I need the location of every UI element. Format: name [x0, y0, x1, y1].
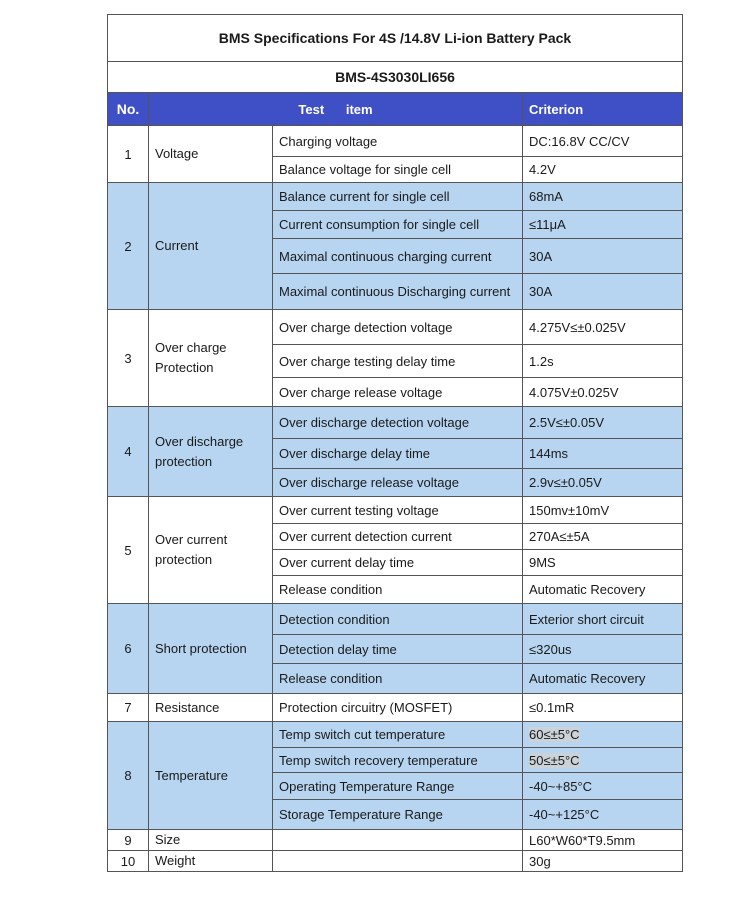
item-cell — [273, 830, 523, 851]
test-item: Protection circuitry (MOSFET) — [273, 694, 523, 722]
row-number: 7 — [108, 694, 149, 722]
row-number: 9 — [108, 830, 149, 851]
criterion-text: 150mv±10mV — [529, 502, 610, 518]
category-label: Resistance — [149, 694, 273, 722]
criterion-text: Exterior short circuit — [529, 611, 644, 627]
criterion-value — [523, 664, 683, 694]
row-number: 1 — [108, 126, 149, 183]
test-item: Charging voltage — [273, 126, 523, 157]
test-item: Release condition — [273, 664, 523, 694]
criterion-text: Automatic Recovery — [529, 582, 646, 597]
category-label: Over charge Protection — [149, 310, 273, 407]
row-number: 6 — [108, 604, 149, 694]
criterion-text: DC:16.8V CC/CV — [529, 133, 630, 149]
test-item: Over charge release voltage — [273, 378, 523, 407]
criterion-text: ≤11μA — [529, 217, 566, 232]
criterion-text: -40~+85°C — [529, 778, 593, 794]
criterion-text: 2.5V≤±0.05V — [529, 415, 604, 430]
test-item: Over current testing voltage — [273, 497, 523, 524]
criterion-text: ≤320us — [529, 641, 572, 657]
test-item: Maximal continuous Discharging current — [273, 274, 523, 310]
criterion-value: L60*W60*T9.5mm — [523, 830, 683, 851]
criterion-text: -40~+125°C — [529, 807, 600, 822]
criterion-value — [523, 635, 683, 664]
test-item: Over discharge release voltage — [273, 469, 523, 497]
test-item: Detection condition — [273, 604, 523, 635]
spec-row — [108, 851, 683, 872]
test-item: Operating Temperature Range — [273, 773, 523, 800]
header-no: No. — [108, 93, 149, 126]
spec-row — [108, 310, 683, 345]
criterion-value — [523, 469, 683, 497]
criterion-value — [523, 694, 683, 722]
criterion-value — [523, 722, 683, 748]
criterion-value — [523, 126, 683, 157]
criterion-value — [523, 800, 683, 830]
criterion-value — [523, 183, 683, 211]
row-number: 8 — [108, 722, 149, 830]
test-item: Temp switch recovery temperature — [273, 748, 523, 773]
test-item: Temp switch cut temperature — [273, 722, 523, 748]
criterion-text: 30A — [529, 248, 553, 264]
test-item: Over charge detection voltage — [273, 310, 523, 345]
spec-row — [108, 407, 683, 439]
criterion-text: Automatic Recovery — [529, 671, 646, 686]
criterion-text: 60≤±5°C — [529, 727, 580, 742]
criterion-value — [523, 748, 683, 773]
model-number: BMS-4S3030LI656 — [108, 62, 683, 93]
criterion-text: 50≤±5°C — [529, 752, 580, 768]
test-item: Release condition — [273, 576, 523, 604]
row-number: 10 — [108, 851, 149, 872]
model-row — [108, 62, 683, 93]
criterion-value — [523, 524, 683, 550]
criterion-text: 4.2V — [529, 162, 556, 177]
item-cell — [273, 851, 523, 872]
criterion-value — [523, 310, 683, 345]
header-criterion: Criterion — [523, 93, 683, 126]
spec-row — [108, 604, 683, 635]
criterion-value — [523, 345, 683, 378]
test-item: Storage Temperature Range — [273, 800, 523, 830]
category-label: Temperature — [149, 722, 273, 830]
criterion-text: 2.9v≤±0.05V — [529, 475, 602, 490]
criterion-text: 144ms — [529, 446, 569, 461]
spec-row — [108, 694, 683, 722]
test-item: Over discharge delay time — [273, 439, 523, 469]
criterion-value — [523, 550, 683, 576]
row-number: 3 — [108, 310, 149, 407]
spec-row — [108, 183, 683, 211]
criterion-value — [523, 497, 683, 524]
criterion-value — [523, 604, 683, 635]
test-item: Over charge testing delay time — [273, 345, 523, 378]
document-title: BMS Specifications For 4S /14.8V Li-ion Battery Pack — [108, 15, 683, 62]
spec-row — [108, 830, 683, 851]
criterion-value — [523, 239, 683, 274]
spec-row — [108, 722, 683, 748]
criterion-text: 68mA — [529, 189, 563, 204]
criterion-text: 4.275V≤±0.025V — [529, 319, 626, 335]
test-item: Over current delay time — [273, 550, 523, 576]
header-row — [108, 93, 683, 126]
criterion-text: 9MS — [529, 555, 556, 570]
test-item: Over current detection current — [273, 524, 523, 550]
spec-row — [108, 497, 683, 524]
bms-spec-table — [107, 14, 683, 872]
test-item: Maximal continuous charging current — [273, 239, 523, 274]
test-item: Current consumption for single cell — [273, 211, 523, 239]
spec-table-body — [108, 15, 683, 872]
criterion-text: 1.2s — [529, 353, 554, 369]
category-label: Current — [149, 183, 273, 310]
header-test-item: Test item — [149, 93, 523, 126]
criterion-value — [523, 157, 683, 183]
criterion-text: 270A≤±5A — [529, 529, 590, 544]
criterion-value — [523, 439, 683, 469]
test-item: Balance voltage for single cell — [273, 157, 523, 183]
category-label: Over discharge protection — [149, 407, 273, 497]
criterion-value — [523, 576, 683, 604]
category-label: Short protection — [149, 604, 273, 694]
row-number: 5 — [108, 497, 149, 604]
spec-row — [108, 126, 683, 157]
category-label: Weight — [149, 851, 273, 872]
criterion-value — [523, 407, 683, 439]
criterion-text: 4.075V±0.025V — [529, 384, 619, 400]
criterion-text: 30A — [529, 284, 553, 299]
criterion-value — [523, 211, 683, 239]
test-item: Over discharge detection voltage — [273, 407, 523, 439]
category-label: Voltage — [149, 126, 273, 183]
category-label: Size — [149, 830, 273, 851]
test-item: Detection delay time — [273, 635, 523, 664]
test-item: Balance current for single cell — [273, 183, 523, 211]
row-number: 2 — [108, 183, 149, 310]
criterion-value: 30g — [523, 851, 683, 872]
criterion-value — [523, 274, 683, 310]
row-number: 4 — [108, 407, 149, 497]
criterion-value — [523, 773, 683, 800]
title-row — [108, 15, 683, 62]
category-label: Over current protection — [149, 497, 273, 604]
criterion-text: ≤0.1mR — [529, 700, 575, 715]
criterion-value — [523, 378, 683, 407]
